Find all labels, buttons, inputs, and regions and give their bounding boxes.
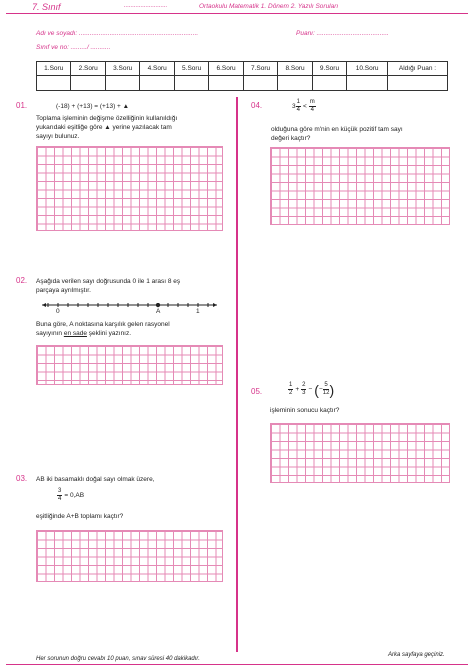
question-1-text: Toplama işleminin değişme özelliğinin kullanıldığı yukarıdaki eşitliğe göre ▲ yerine yazılacak tam sayıyı bulunuz. — [36, 115, 178, 140]
question-5-text: işleminin sonucu kaçtır? — [270, 407, 340, 414]
answer-grid-2[interactable] — [36, 345, 223, 385]
answer-grid-1[interactable] — [36, 146, 223, 231]
score-cell[interactable] — [37, 76, 71, 91]
question-4-inequality: 3 $\frac{1}{4}$ < $\frac{m}{4}$ — [292, 99, 315, 113]
numline-label-0: 0 — [56, 308, 60, 315]
class-field[interactable]: Sınıf ve no: ........./ ........... — [36, 44, 111, 51]
footer-divider — [6, 664, 468, 665]
question-5-number: 05. — [251, 387, 263, 396]
numline-label-a: A — [156, 308, 161, 315]
fraction-3-4: $\frac{3}{4}$ — [58, 488, 62, 502]
next-page-note: Arka sayfaya geçiniz. — [388, 652, 445, 658]
exam-title: Ortaokulu Matematik 1. Dönem 2. Yazılı Soruları — [199, 3, 339, 10]
score-header: 8.Soru — [278, 62, 312, 76]
question-2-text-2: Buna göre, A noktasına karşılık gelen rasyonel sayıyının en sade şeklini yazınız. — [36, 321, 170, 337]
score-cell-total[interactable] — [388, 76, 448, 91]
footer-note: Her sorunun doğru cevabı 10 puan, sınav süresi 40 dakikadır. — [36, 656, 200, 662]
score-header: 5.Soru — [174, 62, 208, 76]
score-cell[interactable] — [71, 76, 105, 91]
school-name-dots: .......................... — [124, 3, 168, 9]
column-divider — [236, 97, 238, 652]
question-3-equation: $\frac{3}{4}$ = 0,AB — [58, 488, 85, 502]
score-cell[interactable] — [209, 76, 243, 91]
question-3-text-2: eşitliğinde A+B toplamı kaçtır? — [36, 513, 124, 520]
question-4-text: olduğuna göre m'nin en küçük pozitif tam sayı değeri kaçtır? — [271, 126, 403, 142]
answer-grid-3[interactable] — [36, 530, 223, 582]
answer-grid-5[interactable] — [270, 423, 450, 483]
score-header: 7.Soru — [243, 62, 277, 76]
score-cell[interactable] — [174, 76, 208, 91]
score-header: 1.Soru — [37, 62, 71, 76]
score-header: 6.Soru — [209, 62, 243, 76]
score-cell[interactable] — [347, 76, 388, 91]
score-table — [36, 61, 448, 91]
answer-grid-4[interactable] — [270, 147, 450, 225]
score-field[interactable]: Puanı: ........................................ — [296, 30, 389, 37]
page-header — [6, 2, 468, 14]
score-cell[interactable] — [140, 76, 174, 91]
grade-label: 7. Sınıf — [32, 2, 61, 12]
score-cell[interactable] — [243, 76, 277, 91]
score-cell[interactable] — [105, 76, 139, 91]
question-2-text: Aşağıda verilen sayı doğrusunda 0 ile 1 arası 8 eş parçaya ayrılmıştır. — [36, 278, 181, 294]
score-header: 2.Soru — [71, 62, 105, 76]
score-header-total: Aldığı Puan : — [388, 62, 448, 76]
question-1-number: 01. — [16, 101, 28, 110]
score-header: 3.Soru — [105, 62, 139, 76]
numline-label-1: 1 — [196, 308, 200, 315]
question-4-number: 04. — [251, 101, 263, 110]
number-line — [42, 303, 217, 319]
question-1-equation: (-18) + (+13) = (+13) + ▲ — [56, 103, 130, 110]
score-table-blank-row — [37, 76, 448, 91]
score-header: 4.Soru — [140, 62, 174, 76]
score-header: 10.Soru — [347, 62, 388, 76]
name-field[interactable]: Adı ve soyadı: .................................................................. — [36, 30, 199, 37]
score-header: 9.Soru — [312, 62, 346, 76]
score-cell[interactable] — [312, 76, 346, 91]
question-5-expression: $\frac{1}{2}$ + $\frac{2}{3}$ − ( − $\frac{5}{12}$ ) — [289, 381, 335, 398]
score-table-header-row — [37, 62, 448, 76]
question-2-number: 02. — [16, 276, 28, 285]
score-cell[interactable] — [278, 76, 312, 91]
question-3-number: 03. — [16, 474, 28, 483]
question-3-text-1: AB iki basamaklı doğal sayı olmak üzere, — [36, 476, 155, 483]
